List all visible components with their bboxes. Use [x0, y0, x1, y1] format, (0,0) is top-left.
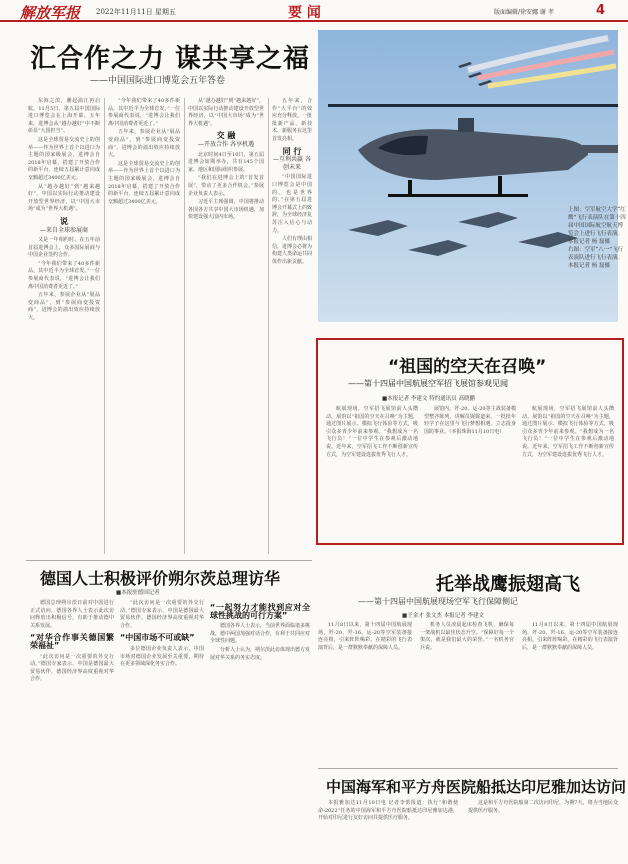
featured-byline: ■本报记者 李建文 特约通讯员 高晓鹏: [382, 396, 475, 402]
paragraph: 德国各界人士表示，当前世界面临诸多挑战，德中两国加强对话合作，有利于共同应对全球性问题。: [210, 623, 311, 645]
second-headline: 托举战鹰振翅高飞: [436, 574, 580, 595]
german-column-3: [210, 600, 310, 860]
second-column-3: [522, 622, 618, 762]
lead-column-4: [272, 98, 312, 558]
paragraph: 东海之滨，潮起浦江再启航。11月5日，第五届中国国际进口博览会在上海开幕。五年来，进博会从“越办越好”中不断彰显“大国担当”。: [28, 98, 100, 135]
paragraph: 五年来，合作“大平台”的效应充分释放。一批批新产品、新技术、新服务在这里首发亮相。: [272, 98, 313, 142]
german-column-2: [120, 600, 204, 860]
paragraph: 从“越办越好”到“越来越好”，中国以实际行动推动建设开放型世界经济，以“中国大市场”成为“世界大机遇”。: [188, 98, 264, 127]
lead-column-3: [188, 98, 264, 558]
paragraph: 德国总理朔尔茨日前对中国进行正式访问，德国各界人士表示此次访问释放出积极信号，有助于推动德中关系发展。: [30, 600, 114, 629]
page-number: 4: [596, 3, 606, 18]
hospital-headline: 中国海军和平方舟医院船抵达印尼雅加达访问: [326, 778, 627, 796]
featured-column-3: [522, 406, 614, 540]
paragraph: 展馆内，歼-20、运-20等主战装备模型整齐陈列，讲解员娓娓道来。一批批年轻学子在这里与飞行梦想相遇，立志投身国防事业。（本报珠海11月10日电）: [424, 406, 516, 435]
featured-column-2: [424, 406, 516, 540]
paragraph: 从“越办越好”到“越来越好”，中国以实际行动推动建设开放型世界经济，以“中国大市场”成为“世界大机遇”。: [28, 183, 100, 213]
german-byline: ■本报驻德国记者: [116, 590, 160, 596]
featured-subtitle: ——第十四届中国航展空军招飞展馆参观见闻: [348, 379, 508, 388]
german-headline: 德国人士积极评价朔尔茨总理访华: [40, 569, 281, 588]
section-byline: —互利共赢 各创未来: [273, 156, 311, 171]
masthead: [0, 0, 628, 22]
paragraph: 北京时间4日至10日，第五届进博会如期举办，共有145个国家、地区和国际组织参展。: [188, 151, 264, 173]
quote-heading: “对华合作事关德国繁荣福祉”: [30, 633, 114, 650]
paragraph: 本报雅加达11月10日电 记者李蕾报道：执行“和谐使命-2022”任务的中国海军和平方舟医院船抵达印尼雅加达港，开始对印尼进行友好访问并提供医疗服务。: [318, 800, 458, 822]
second-byline: ■王金才 张文杰 本报记者 李建文: [402, 613, 484, 619]
section-heading: 同 行: [282, 146, 302, 156]
paragraph: 人们有理由相信，进博会必将为构建人类命运共同体作出新贡献。: [272, 236, 313, 265]
paragraph: “中国国际进口博览会是中国的，也是世界的。”在第五届进博会开幕式上的致辞，为全球经济复苏注入信心与动力。: [272, 174, 313, 234]
second-column-2: [420, 622, 514, 762]
paragraph: 这是全球贸易交流史上的创举——作为世界上首个以进口为主题的国家级展会，进博会自2018年启幕，搭建了开放合作的新平台，连续五届累计意向成交额超过3400亿美元。: [28, 136, 100, 181]
lead-headline: 汇合作之力 谋共享之福: [30, 44, 311, 74]
section-heading: 说: [60, 216, 68, 226]
quote-heading: “中国市场不可或缺”: [120, 633, 195, 643]
featured-headline: “祖国的空天在召唤”: [388, 357, 547, 377]
paragraph: 分析人士认为，朔尔茨此访体现出德方发展对华关系的务实态度。: [210, 646, 311, 661]
paragraph: 多位德国企业负责人表示，中国市场对德国企业发展至关重要，期待在更多领域深化务实合作。: [120, 645, 204, 668]
section-heading: 交 融: [216, 131, 236, 141]
page-editors: 版面编辑/徐安娜 谢 孝: [494, 9, 554, 16]
paragraph: “此次访问是一次重要的外交行动。”德国专家表示，中国是德国最大贸易伙伴，德国经济界高度重视对华合作。: [120, 600, 204, 629]
paragraph: “今年我们带来了40多件新品，其中近半为全球首发。”一位参展商代表说，“进博会让我们离中国消费者更近了。”: [108, 98, 180, 127]
paragraph: 11月8日以来，第十四届中国航展现场，歼-20、歼-16、运-20等空军装备接连亮相，引来阵阵喝彩。在精彩的飞行表演背后，是一群默默奉献的保障人员。: [318, 622, 412, 651]
quote-heading: “一起努力才能找到应对全球性挑战的可行方案”: [210, 603, 310, 620]
paragraph: 机务人员凌晨起床检查飞机，确保每一架战机以最佳状态升空。“保障好每一个架次，就是我们最大的荣誉。”一名机务官兵说。: [420, 622, 514, 651]
paragraph: 又是一年相约时。在五年前首届进博会上，众多国际展商与中国企业签约合作。: [28, 237, 100, 259]
section-byline: —开放合作 各享机遇: [198, 140, 254, 148]
section-byline: —来自全球参展商: [39, 226, 88, 234]
paragraph: 这是全球贸易交流史上的创举——作为世界上首个以进口为主题的国家级展会，进博会自2018年启幕，搭建了开放合作的新平台，连续五届累计意向成交额超过3400亿美元。: [108, 160, 180, 205]
second-subtitle: ——第十四届中国航展现场空军飞行保障侧记: [358, 597, 518, 606]
german-column-1: [30, 600, 114, 860]
featured-article-box: [316, 338, 624, 545]
paragraph: “今年我们带来了40多件新品，其中近半为全球首发。”一位参展商代表说，“进博会让我们离中国消费者更近了。”: [28, 260, 100, 290]
section-title: 要 闻: [288, 5, 321, 21]
lead-subtitle: ——中国国际进口博览会五年答卷: [90, 76, 226, 86]
issue-date: 2022年11月11日 星期五: [96, 8, 176, 16]
hospital-column-1: [318, 800, 458, 860]
paragraph: 11月8日以来，第十四届中国航展现场，歼-20、歼-16、运-20等空军装备接连亮相，引来阵阵喝彩。在精彩的飞行表演背后，是一群默默奉献的保障人员。: [522, 622, 618, 651]
newspaper-logo: 解放军报: [20, 4, 81, 22]
lead-column-2: [108, 98, 180, 558]
paragraph: “此次访问是一次重要的外交行动。”德国专家表示，中国是德国最大贸易伙伴，德国经济界高度重视对华合作。: [30, 653, 114, 683]
featured-column-1: [326, 406, 418, 540]
paragraph: 航展现场，空军招飞展馆前人头攒动。展馆以“祖国的空天在召唤”为主题，通过图片展示、模拟飞行体验等方式，吸引众多青少年前来参观。“我想成为一名飞行员！”一位中学生在参观后激动地说。近年来，空军招飞工作不断创新宣传方式，为空军建设选拔优秀飞行人才。: [326, 406, 418, 458]
paragraph: 这是和平方舟医院船第二次访问印尼，为期7天，将为当地民众提供医疗服务。: [468, 800, 618, 814]
lead-column-1: [28, 98, 100, 558]
hospital-column-2: [468, 800, 618, 860]
airshow-photo: [318, 30, 618, 322]
paragraph: 五年来，参展企业从“展品变商品”，到“参展商变投资商”，进博会的溢出效应持续放大。: [108, 129, 180, 159]
paragraph: 习近平主席强调，中国将推动各国各方共享中国大市场机遇，加快建设强大国内市场。: [188, 199, 264, 221]
paragraph: “我们在进博会上的“首发首展”，带动了更多合作机会。”参展企业负责人表示。: [188, 175, 264, 197]
paragraph: 五年来，参展企业从“展品变商品”，到“参展商变投资商”，进博会的溢出效应持续放大。: [28, 292, 100, 322]
second-column-1: [318, 622, 412, 762]
paragraph: 航展现场，空军招飞展馆前人头攒动。展馆以“祖国的空天在召唤”为主题，通过图片展示、模拟飞行体验等方式，吸引众多青少年前来参观。“我想成为一名飞行员！”一位中学生在参观后激动地说。近年来，空军招飞工作不断创新宣传方式，为空军建设选拔优秀飞行人才。: [522, 406, 614, 458]
photo-caption: 上图：空军航空大学“红鹰”飞行表演队在第十四届中国国际航空航天博览会上进行飞行表演。 本报记者 杨 磊摄 右图：空军“八一”飞行表演队进行飞行表演。 本报记者 杨 磊摄: [568, 207, 626, 269]
